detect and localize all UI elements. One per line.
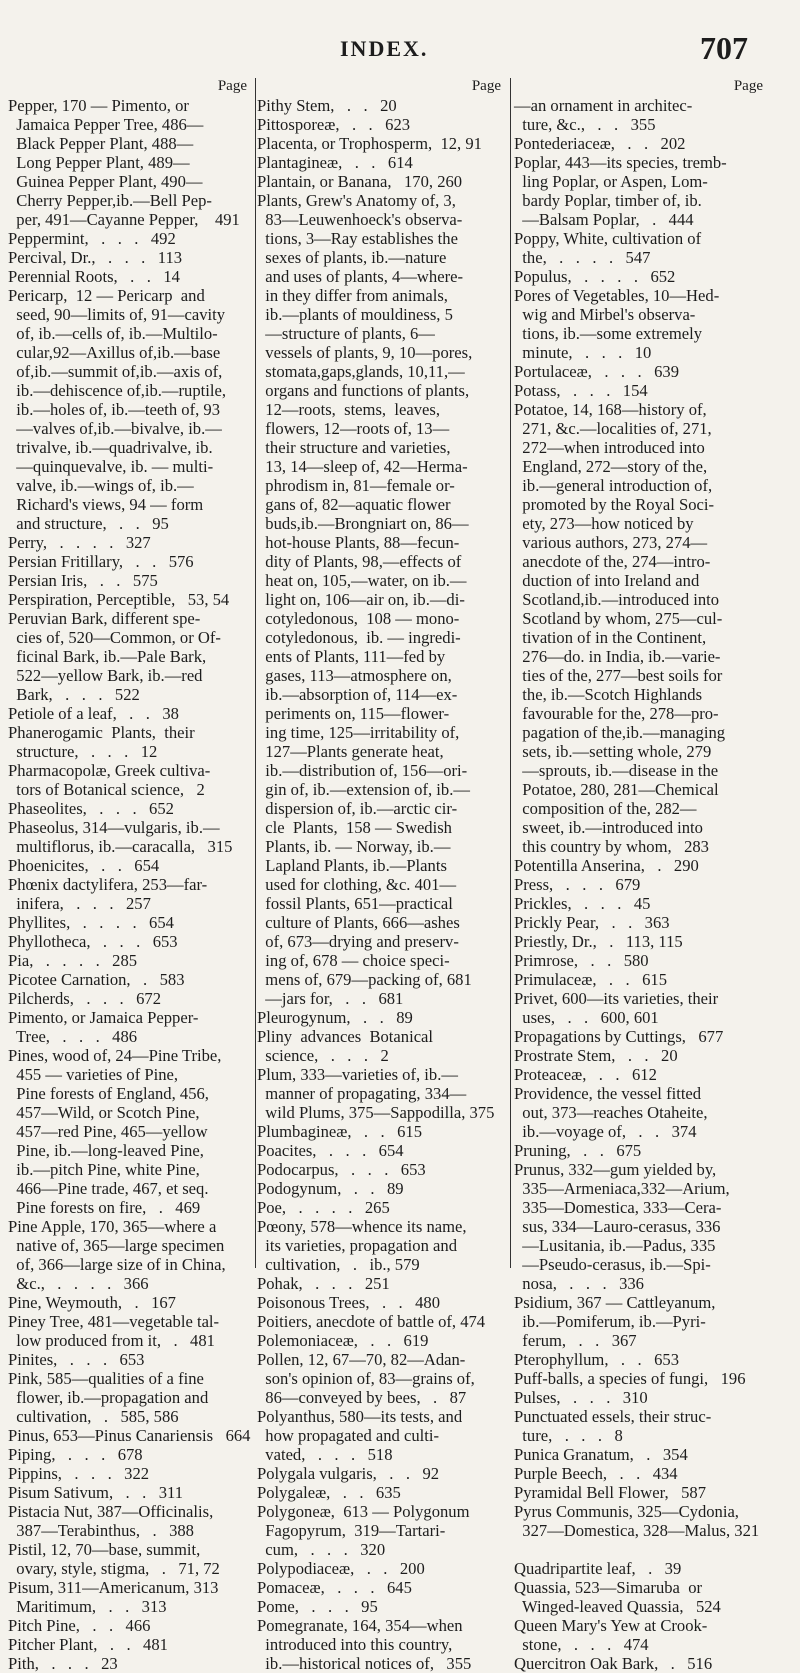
- index-entry-line: Cherry Pepper,ib.—Bell Pep-: [8, 191, 212, 210]
- index-entry-line: Pitch Pine, . . 466: [8, 1616, 151, 1635]
- index-entry-line: vessels of plants, 9, 10—pores,: [257, 343, 473, 362]
- index-entry-line: 86—conveyed by bees, . 87: [257, 1388, 467, 1407]
- index-entry-line: Potatoe, 280, 281—Chemical: [514, 780, 719, 799]
- index-entry-line: Polemoniaceæ, . . 619: [257, 1331, 429, 1350]
- page-label: Page: [471, 78, 501, 94]
- index-entry-line: Providence, the vessel fitted: [514, 1084, 702, 1103]
- index-entry-line: of,ib.—summit of,ib.—axis of,: [8, 362, 223, 381]
- index-entry-line: buds,ib.—Brongniart on, 86—: [257, 514, 469, 533]
- index-entry-line: seed, 90—limits of, 91—cavity: [8, 305, 226, 324]
- index-entry-line: ing of, 678 — choice speci-: [257, 951, 450, 970]
- index-entry-line: Pores of Vegetables, 10—Hed-: [514, 286, 720, 305]
- index-entry-line: Piping, . . . 678: [8, 1445, 143, 1464]
- index-entry-line: 83—Leuwenhoeck's observa-: [257, 210, 463, 229]
- index-entry-line: Pine forests of England, 456,: [8, 1084, 209, 1103]
- index-entry-line: science, . . . 2: [257, 1046, 389, 1065]
- page-label: Page: [733, 78, 763, 94]
- index-entry-line: —Balsam Poplar, . 444: [514, 210, 694, 229]
- index-entry-line: nosa, . . . 336: [514, 1274, 644, 1293]
- index-entry-line: stomata,gaps,glands, 10,11,—: [257, 362, 465, 381]
- index-entry-line: gin of, ib.—extension of, ib.—: [257, 780, 470, 799]
- index-entry-line: Plum, 333—varieties of, ib.—: [257, 1065, 458, 1084]
- index-entry-line: Pinites, . . . 653: [8, 1350, 145, 1369]
- index-entry-line: 271, &c.—localities of, 271,: [514, 419, 712, 438]
- index-entry-line: Primrose, . . 580: [514, 951, 649, 970]
- index-entry-line: 457—red Pine, 465—yellow: [8, 1122, 208, 1141]
- index-entry-line: ety, 273—how noticed by: [514, 514, 694, 533]
- index-entry-line: Pepper, 170 — Pimento, or: [8, 96, 189, 115]
- index-entry-line: Potentilla Anserina, . 290: [514, 856, 699, 875]
- index-entry-line: flower, ib.—propagation and: [8, 1388, 209, 1407]
- index-entry-line: manner of propagating, 334—: [257, 1084, 467, 1103]
- index-entry-line: Pithy Stem, . . 20: [257, 96, 397, 115]
- index-entry-line: —Pseudo-cerasus, ib.—Spi-: [514, 1255, 711, 1274]
- index-entry-line: Potass, . . . 154: [514, 381, 648, 400]
- index-entry-line: anecdote of the, 274—intro-: [514, 552, 711, 571]
- index-entry-line: wig and Mirbel's observa-: [514, 305, 696, 324]
- index-entry-line: Pine, Weymouth, . 167: [8, 1293, 176, 1312]
- index-entry-line: —an ornament in architec-: [514, 96, 693, 115]
- index-entry-line: Persian Iris, . . 575: [8, 571, 158, 590]
- index-entry-line: cular,92—Axillus of,ib.—base: [8, 343, 221, 362]
- index-entry-line: Phoenicites, . . 654: [8, 856, 160, 875]
- index-entry-line: Privet, 600—its varieties, their: [514, 989, 719, 1008]
- index-entry-line: Psidium, 367 — Cattleyanum,: [514, 1293, 716, 1312]
- index-entry-line: Pines, wood of, 24—Pine Tribe,: [8, 1046, 222, 1065]
- index-entry-line: Pomegranate, 164, 354—when: [257, 1616, 463, 1635]
- index-entry-line: Pistacia Nut, 387—Officinalis,: [8, 1502, 214, 1521]
- index-entry-line: the, ib.—Scotch Highlands: [514, 685, 703, 704]
- index-entry-line: cum, . . . 320: [257, 1540, 386, 1559]
- index-entry-line: mens of, 679—packing of, 681: [257, 970, 472, 989]
- index-entry-line: introduced into this country,: [257, 1635, 453, 1654]
- index-entry-line: how propagated and culti-: [257, 1426, 440, 1445]
- index-entry-line: light on, 106—air on, ib.—di-: [257, 590, 465, 609]
- index-entry-line: Poplar, 443—its species, tremb-: [514, 153, 727, 172]
- index-entry-line: Pine Apple, 170, 365—where a: [8, 1217, 217, 1236]
- index-entry-line: their structure and varieties,: [257, 438, 451, 457]
- index-entry-line: England, 272—story of the,: [514, 457, 708, 476]
- index-entry-line: Scotland by whom, 275—cul-: [514, 609, 723, 628]
- index-entry-line: Pyramidal Bell Flower, 587: [514, 1483, 706, 1502]
- index-entry-line: 466—Pine trade, 467, et seq.: [8, 1179, 209, 1198]
- index-entry-line: gans of, 82—aquatic flower: [257, 495, 451, 514]
- index-entry-line: Pyrus Communis, 325—Cydonia,: [514, 1502, 739, 1521]
- index-entry-line: structure, . . . 12: [8, 742, 158, 761]
- index-entry-line: Jamaica Pepper Tree, 486—: [8, 115, 204, 134]
- index-column-1: [8, 78, 253, 1673]
- index-entry-line: sweet, ib.—introduced into: [514, 818, 703, 837]
- index-entry-line: uses, . . 600, 601: [514, 1008, 659, 1027]
- index-entry-line: Prickly Pear, . . 363: [514, 913, 670, 932]
- index-entry-line: ib.—pitch Pine, white Pine,: [8, 1160, 200, 1179]
- page-label: Page: [217, 78, 247, 94]
- index-entry-line: —structure of plants, 6—: [257, 324, 435, 343]
- index-entry-line: Polygaleæ, . . 635: [257, 1483, 401, 1502]
- index-column-2: [257, 78, 507, 1673]
- index-entry-line: Prostrate Stem, . . 20: [514, 1046, 678, 1065]
- index-entry-line: ling Poplar, or Aspen, Lom-: [514, 172, 708, 191]
- index-entry-line: organs and functions of plants,: [257, 381, 470, 400]
- index-entry-line: its varieties, propagation and: [257, 1236, 457, 1255]
- index-entry-line: 327—Domestica, 328—Malus, 321: [514, 1521, 760, 1540]
- index-entry-line: composition of the, 282—: [514, 799, 697, 818]
- index-entry-line: Pleurogynum, . . 89: [257, 1008, 413, 1027]
- index-entry-line: 335—Armeniaca,332—Arium,: [514, 1179, 730, 1198]
- index-entry-line: Poacites, . . . 654: [257, 1141, 404, 1160]
- index-entry-line: Phyllotheca, . . . 653: [8, 932, 178, 951]
- index-entry-line: gases, 113—atmosphere on,: [257, 666, 452, 685]
- index-entry-line: Pruning, . . 675: [514, 1141, 642, 1160]
- index-entry-line: Perspiration, Perceptible, 53, 54: [8, 590, 230, 609]
- index-entry-line: Polyanthus, 580—its tests, and: [257, 1407, 463, 1426]
- index-entry-line: Percival, Dr., . . . 113: [8, 248, 183, 267]
- index-entry-line: cotyledonous, ib. — ingredi-: [257, 628, 461, 647]
- index-entry-line: ovary, style, stigma, . 71, 72: [8, 1559, 220, 1578]
- index-entry-line: Queen Mary's Yew at Crook-: [514, 1616, 708, 1635]
- index-entry-line: ib.—holes of, ib.—teeth of, 93: [8, 400, 220, 419]
- index-entry-line: dity of Plants, 98,—effects of: [257, 552, 462, 571]
- index-entry-line: of, 366—large size of in China,: [8, 1255, 226, 1274]
- index-entry-line: Potatoe, 14, 168—history of,: [514, 400, 707, 419]
- index-entry-line: Pink, 585—qualities of a fine: [8, 1369, 204, 1388]
- index-entry-line: 522—yellow Bark, ib.—red: [8, 666, 203, 685]
- index-entry-line: Plantain, or Banana, 170, 260: [257, 172, 463, 191]
- index-entry-line: Polypodiaceæ, . . 200: [257, 1559, 425, 1578]
- index-entry-line: Press, . . . 679: [514, 875, 641, 894]
- index-entry-line: native of, 365—large specimen: [8, 1236, 225, 1255]
- index-entry-line: Pterophyllum, . . 653: [514, 1350, 680, 1369]
- index-entry-line: tivation of in the Continent,: [514, 628, 707, 647]
- index-entry-line: Pharmacopolæ, Greek cultiva-: [8, 761, 211, 780]
- index-entry-line: Pistil, 12, 70—base, summit,: [8, 1540, 201, 1559]
- index-entry-line: Pisum, 311—Americanum, 313: [8, 1578, 219, 1597]
- index-entry-line: fossil Plants, 651—practical: [257, 894, 453, 913]
- index-entry-line: Pohak, . . . 251: [257, 1274, 390, 1293]
- index-entry-line: Phœnix dactylifera, 253—far-: [8, 875, 208, 894]
- index-entry-line: duction of into Ireland and: [514, 571, 700, 590]
- index-entry-line: tions, ib.—some extremely: [514, 324, 703, 343]
- index-entry-line: Pollen, 12, 67—70, 82—Adan-: [257, 1350, 466, 1369]
- index-entry-line: valve, ib.—wings of, ib.—: [8, 476, 194, 495]
- index-entry-line: ing time, 125—irritability of,: [257, 723, 460, 742]
- index-entry-line: 457—Wild, or Scotch Pine,: [8, 1103, 200, 1122]
- index-entry-line: —Lusitania, ib.—Padus, 335: [514, 1236, 716, 1255]
- index-entry-line: Picotee Carnation, . 583: [8, 970, 185, 989]
- index-entry-line: Petiole of a leaf, . . 38: [8, 704, 179, 723]
- index-entry-line: Piney Tree, 481—vegetable tal-: [8, 1312, 220, 1331]
- index-entry-line: sus, 334—Lauro-cerasus, 336: [514, 1217, 721, 1236]
- index-entry-line: culture of Plants, 666—ashes: [257, 913, 460, 932]
- index-entry-line: ture, . . . 8: [514, 1426, 623, 1445]
- index-entry-line: Placenta, or Trophosperm, 12, 91: [257, 134, 482, 153]
- index-entry-line: 276—do. in India, ib.—varie-: [514, 647, 721, 666]
- index-entry-line: stone, . . . 474: [514, 1635, 649, 1654]
- index-entry-line: Quadripartite leaf, . 39: [514, 1559, 682, 1578]
- index-entry-line: Pine forests on fire, . 469: [8, 1198, 201, 1217]
- index-entry-line: bardy Poplar, timber of, ib.: [514, 191, 702, 210]
- index-entry-line: 13, 14—sleep of, 42—Herma-: [257, 457, 468, 476]
- index-entry-line: in they differ from animals,: [257, 286, 448, 305]
- index-entry-line: ib.—distribution of, 156—ori-: [257, 761, 468, 780]
- index-entry-line: &c., . . . . 366: [8, 1274, 149, 1293]
- index-entry-line: Long Pepper Plant, 489—: [8, 153, 190, 172]
- index-entry-line: Maritimum, . . 313: [8, 1597, 167, 1616]
- index-entry-line: phrodism in, 81—female or-: [257, 476, 455, 495]
- index-entry-line: Polygoneæ, 613 — Polygonum: [257, 1502, 470, 1521]
- index-entry-line: Phanerogamic Plants, their: [8, 723, 195, 742]
- index-entry-line: 455 — varieties of Pine,: [8, 1065, 179, 1084]
- index-entry-line: Perennial Roots, . . 14: [8, 267, 180, 286]
- index-entry-line: ents of Plants, 111—fed by: [257, 647, 446, 666]
- index-entry-line: ib.—Pomiferum, ib.—Pyri-: [514, 1312, 706, 1331]
- index-entry-line: Winged-leaved Quassia, 524: [514, 1597, 721, 1616]
- index-entry-line: Pimento, or Jamaica Pepper-: [8, 1008, 199, 1027]
- index-entry-line: Tree, . . . 486: [8, 1027, 138, 1046]
- index-entry-line: and structure, . . 95: [8, 514, 169, 533]
- index-entry-line: wild Plums, 375—Sappodilla, 375: [257, 1103, 495, 1122]
- index-entry-line: Pome, . . . 95: [257, 1597, 378, 1616]
- page-header: [0, 28, 800, 68]
- index-entry-line: heat on, 105,—water, on ib.—: [257, 571, 467, 590]
- index-entry-line: Plants, Grew's Anatomy of, 3,: [257, 191, 456, 210]
- index-entry-line: Pittosporeæ, . . 623: [257, 115, 411, 134]
- index-entry-line: Perry, . . . . 327: [8, 533, 151, 552]
- index-entry-line: Poitiers, anecdote of battle of, 474: [257, 1312, 486, 1331]
- index-entry-line: Pia, . . . . 285: [8, 951, 138, 970]
- index-entry-line: per, 491—Cayanne Pepper, 491: [8, 210, 240, 229]
- index-entry-line: sets, ib.—setting whole, 279: [514, 742, 712, 761]
- index-entry-line: Portulaceæ, . . . 639: [514, 362, 679, 381]
- index-entry-line: Phaseolus, 314—vulgaris, ib.—: [8, 818, 220, 837]
- page-number: 707: [700, 30, 748, 66]
- index-entry-line: minute, . . . 10: [514, 343, 652, 362]
- index-entry-line: —jars for, . . 681: [257, 989, 404, 1008]
- index-entry-line: Propagations by Cuttings, 677: [514, 1027, 724, 1046]
- index-entry-line: and uses of plants, 4—where-: [257, 267, 463, 286]
- index-entry-line: the, . . . . 547: [514, 248, 651, 267]
- index-entry-line: Punica Granatum, . 354: [514, 1445, 688, 1464]
- index-entry-line: tors of Botanical science, 2: [8, 780, 205, 799]
- index-entry-line: Pinus, 653—Pinus Canariensis 664: [8, 1426, 251, 1445]
- index-entry-line: Populus, . . . . 652: [514, 267, 676, 286]
- index-entry-line: Phyllites, . . . . 654: [8, 913, 174, 932]
- index-entry-line: Plumbagineæ, . . 615: [257, 1122, 423, 1141]
- index-entry-line: cultivation, . ib., 579: [257, 1255, 420, 1274]
- index-entry-line: 335—Domestica, 333—Cera-: [514, 1198, 722, 1217]
- index-entry-line: periments on, 115—flower-: [257, 704, 450, 723]
- index-entry-line: various authors, 273, 274—: [514, 533, 708, 552]
- index-entry-line: Prickles, . . . 45: [514, 894, 651, 913]
- index-entry-line: Quercitron Oak Bark, . 516: [514, 1654, 713, 1673]
- index-entry-line: Podogynum, . . 89: [257, 1179, 404, 1198]
- index-entry-line: Pine, ib.—long-leaved Pine,: [8, 1141, 204, 1160]
- index-entry-line: ib.—general introduction of,: [514, 476, 713, 495]
- column-divider: [510, 78, 511, 1268]
- index-entry-line: ferum, . . 367: [514, 1331, 637, 1350]
- index-entry-line: Persian Fritillary, . . 576: [8, 552, 194, 571]
- index-entry-line: cies of, 520—Common, or Of-: [8, 628, 221, 647]
- index-entry-line: Lapland Plants, ib.—Plants: [257, 856, 447, 875]
- index-entry-line: 387—Terabinthus, . 388: [8, 1521, 194, 1540]
- index-entry-line: Pith, . . . 23: [8, 1654, 118, 1673]
- index-entry-line: Prunus, 332—gum yielded by,: [514, 1160, 717, 1179]
- index-entry-line: Proteaceæ, . . 612: [514, 1065, 657, 1084]
- index-entry-line: Scotland,ib.—introduced into: [514, 590, 720, 609]
- index-entry-line: hot-house Plants, 88—fecun-: [257, 533, 460, 552]
- index-entry-line: of, ib.—cells of, ib.—Multilo-: [8, 324, 218, 343]
- index-entry-line: ib.—absorption of, 114—ex-: [257, 685, 458, 704]
- index-entry-line: cultivation, . 585, 586: [8, 1407, 179, 1426]
- index-entry-line: Pulses, . . . 310: [514, 1388, 648, 1407]
- index-entry-line: cle Plants, 158 — Swedish: [257, 818, 452, 837]
- index-entry-line: sexes of plants, ib.—nature: [257, 248, 447, 267]
- index-entry-line: Quassia, 523—Simaruba or: [514, 1578, 703, 1597]
- index-entry-line: Poe, . . . . 265: [257, 1198, 390, 1217]
- index-entry-line: multiflorus, ib.—caracalla, 315: [8, 837, 233, 856]
- index-entry-line: Pilcherds, . . . 672: [8, 989, 162, 1008]
- index-entry-line: Pomaceæ, . . . 645: [257, 1578, 412, 1597]
- index-entry-line: Richard's views, 94 — form: [8, 495, 204, 514]
- index-entry-line: Priestly, Dr., . 113, 115: [514, 932, 683, 951]
- index-column-3: [514, 78, 769, 1673]
- index-entry-line: favourable for the, 278—pro-: [514, 704, 719, 723]
- index-entry-line: tions, 3—Ray establishes the: [257, 229, 458, 248]
- index-entry-line: Bark, . . . 522: [8, 685, 140, 704]
- column-divider: [255, 78, 256, 1268]
- index-entry-line: Peruvian Bark, different spe-: [8, 609, 201, 628]
- index-entry-line: ib.—plants of mouldiness, 5: [257, 305, 453, 324]
- index-title: INDEX.: [340, 36, 429, 61]
- index-entry-line: low produced from it, . 481: [8, 1331, 215, 1350]
- index-entry-line: Polygala vulgaris, . . 92: [257, 1464, 440, 1483]
- index-entry-line: Phaseolites, . . . 652: [8, 799, 174, 818]
- index-entry-line: cotyledonous, 108 — mono-: [257, 609, 460, 628]
- index-entry-line: Pitcher Plant, . . 481: [8, 1635, 168, 1654]
- index-entry-line: ib.—voyage of, . . 374: [514, 1122, 697, 1141]
- index-entry-line: 12—roots, stems, leaves,: [257, 400, 440, 419]
- index-entry-line: Pliny advances Botanical: [257, 1027, 434, 1046]
- index-entry-line: —valves of,ib.—bivalve, ib.—: [8, 419, 222, 438]
- index-entry-line: ib.—dehiscence of,ib.—ruptile,: [8, 381, 226, 400]
- index-entry-line: pagation of the,ib.—managing: [514, 723, 726, 742]
- index-entry-line: Pericarp, 12 — Pericarp and: [8, 286, 205, 305]
- index-entry-line: 127—Plants generate heat,: [257, 742, 444, 761]
- index-entry-line: Pisum Sativum, . . 311: [8, 1483, 184, 1502]
- index-entry-line: Poppy, White, cultivation of: [514, 229, 702, 248]
- index-entry-line: out, 373—reaches Otaheite,: [514, 1103, 708, 1122]
- index-entry-line: Punctuated essels, their struc-: [514, 1407, 712, 1426]
- index-entry-line: used for clothing, &c. 401—: [257, 875, 457, 894]
- index-entry-line: Plantagineæ, . . 614: [257, 153, 413, 172]
- index-entry-line: —sprouts, ib.—disease in the: [514, 761, 719, 780]
- index-entry-line: Guinea Pepper Plant, 490—: [8, 172, 203, 191]
- index-entry-line: flowers, 12—roots of, 13—: [257, 419, 450, 438]
- index-entry-line: Pontederiaceæ, . . 202: [514, 134, 686, 153]
- index-entry-line: Purple Beech, . . 434: [514, 1464, 678, 1483]
- index-entry-line: Podocarpus, . . . 653: [257, 1160, 426, 1179]
- index-entry-line: dispersion of, ib.—arctic cir-: [257, 799, 458, 818]
- index-entry-line: Pippins, . . . 322: [8, 1464, 150, 1483]
- index-entry-line: —quinquevalve, ib. — multi-: [8, 457, 214, 476]
- index-entry-line: vated, . . . 518: [257, 1445, 393, 1464]
- index-entry-line: Puff-balls, a species of fungi, 196: [514, 1369, 746, 1388]
- index-entry-line: ficinal Bark, ib.—Pale Bark,: [8, 647, 207, 666]
- index-entry-line: ture, &c., . . 355: [514, 115, 656, 134]
- index-entry-line: of, 673—drying and preserv-: [257, 932, 459, 951]
- index-entry-line: Pœony, 578—whence its name,: [257, 1217, 467, 1236]
- index-entry-line: son's opinion of, 83—grains of,: [257, 1369, 475, 1388]
- index-entry-line: [514, 1540, 769, 1559]
- index-entry-line: Plants, ib. — Norway, ib.—: [257, 837, 451, 856]
- index-entry-line: trivalve, ib.—quadrivalve, ib.: [8, 438, 213, 457]
- index-entry-line: Poisonous Trees, . . 480: [257, 1293, 441, 1312]
- index-entry-line: promoted by the Royal Soci-: [514, 495, 715, 514]
- index-entry-line: 272—when introduced into: [514, 438, 705, 457]
- index-entry-line: inifera, . . . 257: [8, 894, 151, 913]
- index-entry-line: ties of the, 277—best soils for: [514, 666, 723, 685]
- index-entry-line: Black Pepper Plant, 488—: [8, 134, 194, 153]
- index-entry-line: ib.—historical notices of, 355: [257, 1654, 472, 1673]
- index-entry-line: Fagopyrum, 319—Tartari-: [257, 1521, 446, 1540]
- index-entry-line: this country by whom, 283: [514, 837, 709, 856]
- index-entry-line: Primulaceæ, . . 615: [514, 970, 668, 989]
- index-entry-line: Peppermint, . . . 492: [8, 229, 176, 248]
